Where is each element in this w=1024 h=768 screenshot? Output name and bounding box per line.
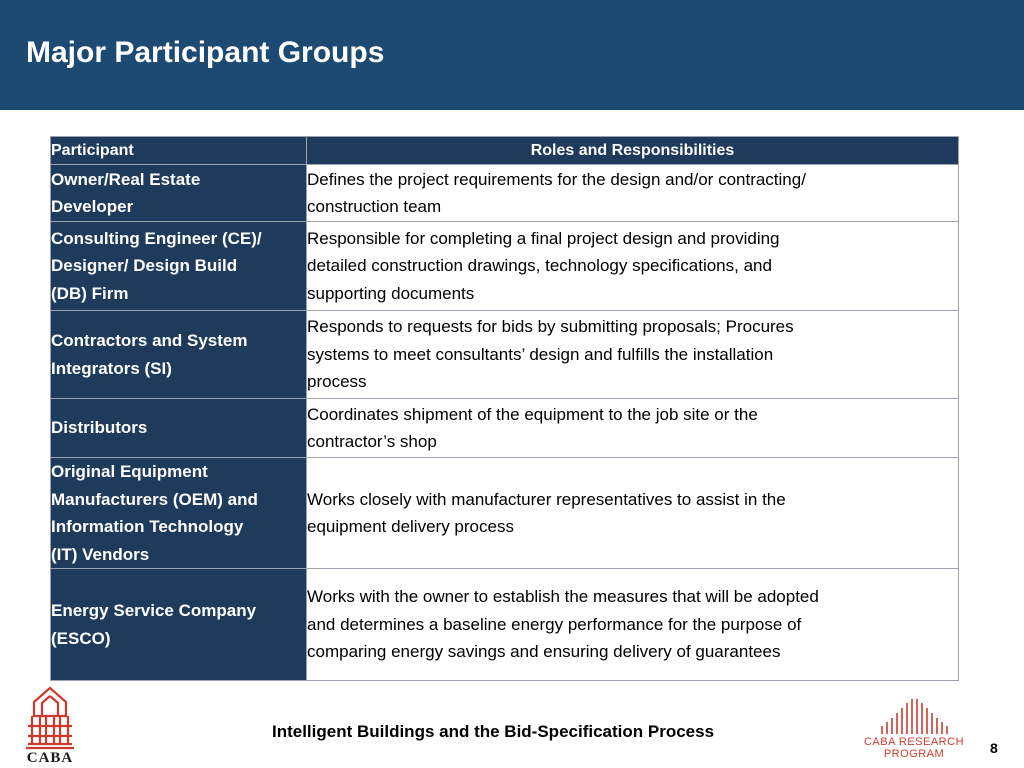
footer-title: Intelligent Buildings and the Bid-Specification Process xyxy=(271,722,715,741)
participant-line: Contractors and System xyxy=(51,331,248,350)
participant-cell xyxy=(51,458,307,569)
participant-line: (DB) Firm xyxy=(51,283,129,303)
participant-line: Developer xyxy=(51,197,134,216)
participant-line: Designer/ Design Build xyxy=(51,256,238,276)
header-divider xyxy=(0,110,1024,114)
research-program-logo-icon xyxy=(870,696,960,736)
participant-cell xyxy=(51,399,307,458)
table-row xyxy=(51,311,959,399)
role-line: process xyxy=(307,372,367,392)
research-logo-line1: CABA RESEARCH xyxy=(863,736,965,748)
role-line: Coordinates shipment of the equipment to the job site or the xyxy=(307,404,758,424)
role-cell xyxy=(307,399,959,458)
role-line: comparing energy savings and ensuring delivery of guarantees xyxy=(307,642,781,662)
roles-column-header: Roles and Responsibilities xyxy=(307,137,959,165)
role-cell xyxy=(307,569,959,681)
table-row xyxy=(51,165,959,222)
role-line: detailed construction drawings, technology specifications, and xyxy=(307,256,772,276)
participant-cell xyxy=(51,222,307,311)
research-logo-line2: PROGRAM xyxy=(883,748,945,760)
participant-line: Original Equipment xyxy=(51,462,208,481)
participant-cell xyxy=(51,165,307,222)
participant-column-header: Participant xyxy=(51,137,307,165)
participant-line: (ESCO) xyxy=(51,628,111,648)
role-line: systems to meet consultants’ design and fulfills the installation xyxy=(307,344,774,364)
participant-line: Information Technology xyxy=(51,517,244,536)
participant-table xyxy=(50,136,959,681)
role-cell xyxy=(307,222,959,311)
caba-logo-text: CABA xyxy=(26,750,74,766)
role-line: construction team xyxy=(307,197,442,216)
table-row xyxy=(51,222,959,311)
participant-line: Integrators (SI) xyxy=(51,358,172,378)
participant-line: Consulting Engineer (CE)/ xyxy=(51,228,262,248)
table-header-row xyxy=(51,137,959,165)
participant-line: Manufacturers (OEM) and xyxy=(51,489,258,509)
table-row xyxy=(51,458,959,569)
role-line: Responds to requests for bids by submitting proposals; Procures xyxy=(307,317,794,337)
participant-cell xyxy=(51,569,307,681)
role-cell xyxy=(307,165,959,222)
role-line: Defines the project requirements for the design and/or contracting/ xyxy=(307,169,806,189)
role-line: supporting documents xyxy=(307,283,475,303)
table-row xyxy=(51,399,959,458)
participant-line: (IT) Vendors xyxy=(51,544,150,564)
participant-line: Owner/Real Estate xyxy=(51,169,201,189)
role-line: Works closely with manufacturer representatives to assist in the xyxy=(307,489,786,509)
participant-line: Distributors xyxy=(51,418,148,438)
role-line: and determines a baseline energy performance for the purpose of xyxy=(307,614,802,634)
slide-title: Major Participant Groups xyxy=(26,36,385,69)
participant-line: Energy Service Company xyxy=(51,601,257,620)
role-cell xyxy=(307,458,959,569)
page-number: 8 xyxy=(990,740,998,756)
role-line: Works with the owner to establish the measures that will be adopted xyxy=(307,587,819,607)
role-line: equipment delivery process xyxy=(307,517,514,536)
role-line: contractor’s shop xyxy=(307,432,437,451)
role-line: Responsible for completing a final project design and providing xyxy=(307,228,780,248)
role-cell xyxy=(307,311,959,399)
research-program-logo-text xyxy=(862,736,966,760)
table-row xyxy=(51,569,959,681)
participant-cell xyxy=(51,311,307,399)
